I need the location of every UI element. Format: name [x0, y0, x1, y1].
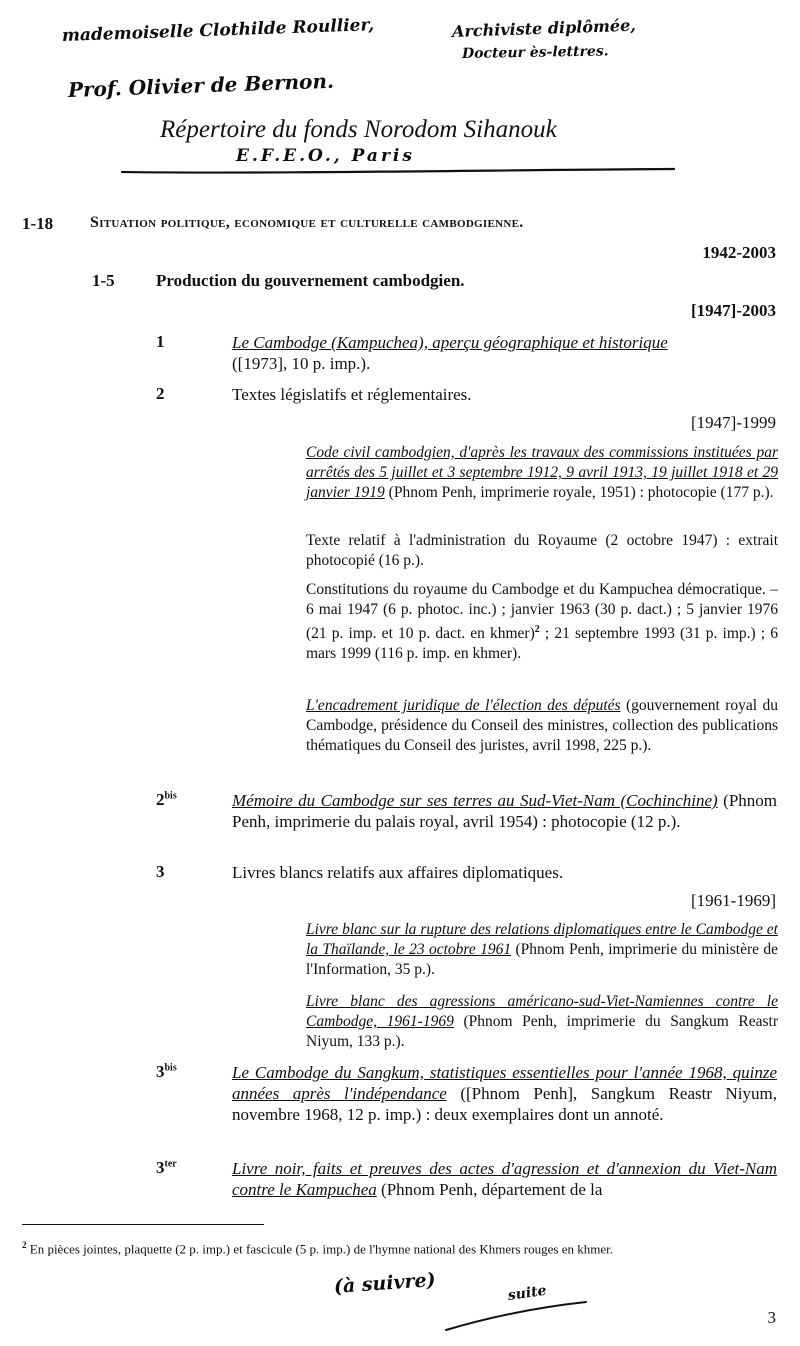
handwritten-professor-text: Prof. Olivier de Bernon.: [67, 68, 335, 102]
entry-2-date-text: [1947]-1999: [691, 413, 776, 432]
entry-2-texte-relatif: [306, 531, 778, 571]
handwritten-doctorate-text: Docteur ès-lettres.: [461, 43, 609, 62]
entry-3ter-number-text: 3: [156, 1158, 165, 1177]
footnote-text: En pièces jointes, plaquette (2 p. imp.) et fascicule (5 p. imp.) de l'hymne national des Khmers rouges en khmer.: [29, 1241, 613, 1257]
handwritten-professor: [68, 69, 335, 102]
entry-3ter: [232, 1158, 777, 1200]
entry-3bis-details: ([Phnom Penh], Sangkum Reastr Niyum, novembre 1968, 12 p. imp.) : deux exemplaires dont un annoté.: [232, 1084, 777, 1124]
section-date-text: 1942-2003: [702, 243, 776, 262]
entry-2-date: [691, 413, 776, 433]
entry-3ter-details: (Phnom Penh, département de la: [376, 1180, 603, 1199]
entry-1-number: [156, 332, 165, 352]
handwritten-continued: [333, 1269, 436, 1298]
subsection-number: [92, 271, 115, 291]
page-title: [160, 116, 640, 144]
subsection-date: [691, 301, 776, 321]
entry-1-number-text: 1: [156, 332, 165, 351]
entry-3-thailande-title: Livre blanc sur la rupture des relations diplomatiques entre le Cambodge et la Thaïlande, le 23 octobre 1961: [306, 921, 778, 958]
entry-2-encadrement-details: (gouvernement royal du Cambodge, présidence du Conseil des ministres, collection des publications thématiques du Conseil des juristes, avril 1998, 225 p.).: [306, 697, 778, 754]
section-title: [90, 214, 524, 232]
subsection-number-text: 1-5: [92, 271, 115, 290]
entry-2-code-civil-details: (Phnom Penh, imprimerie royale, 1951) : photocopie (177 p.).: [384, 484, 774, 501]
entry-2bis-details: (Phnom Penh, imprimerie du palais royal, avril 1954) : photocopie (12 p.).: [232, 791, 777, 831]
entry-2bis-number: [156, 790, 177, 810]
entry-3-number-text: 3: [156, 862, 165, 881]
entry-3-title-text: Livres blancs relatifs aux affaires diplomatiques.: [232, 863, 564, 882]
entry-1-details: ([1973], 10 p. imp.).: [232, 354, 371, 373]
handwritten-continued-text: (à suivre): [333, 1268, 437, 1298]
entry-2-number-text: 2: [156, 384, 165, 403]
footnote-reference: 2: [534, 624, 540, 635]
entry-3bis-number-text: 3: [156, 1062, 165, 1081]
entry-2-texte-relatif-text: Texte relatif à l'administration du Royaume (2 octobre 1947) : extrait photocopié (16 p.).: [306, 532, 778, 569]
handwritten-swoosh: [440, 1290, 590, 1336]
entry-1: [232, 332, 777, 374]
page-number: [768, 1308, 777, 1328]
entry-3ter-title: Livre noir, faits et preuves des actes d'agression et d'annexion du Viet-Nam contre le Kampuchea: [232, 1159, 777, 1199]
entry-3-livre-blanc-agressions: [306, 992, 778, 1052]
entry-3bis-suffix: bis: [164, 1062, 177, 1074]
entry-2-code-civil: [306, 443, 778, 503]
entry-2-constitutions-text: Constitutions du royaume du Cambodge et du Kampuchea démocratique. – 6 mai 1947 (6 p. photoc. inc.) ; janvier 1963 (30 p. dact.) ; 5 janvier 1976 (21 p. imp. et 10 p. dact. en khmer): [306, 581, 778, 643]
handwritten-doctorate: [462, 43, 609, 62]
section-number-text: 1-18: [22, 214, 54, 233]
handwritten-archivist-name: [62, 15, 375, 46]
entry-2-title-text: Textes législatifs et réglementaires.: [232, 385, 472, 404]
entry-3-date-text: [1961-1969]: [691, 891, 776, 910]
entry-2-title: [232, 384, 472, 405]
entry-3bis-number: [156, 1062, 177, 1082]
entry-3bis: [232, 1062, 777, 1125]
entry-3-agressions-details: (Phnom Penh, imprimerie du Sangkum Reastr Niyum, 133 p.).: [306, 1013, 779, 1050]
section-title-text: Situation politique, economique et culturelle cambodgienne.: [90, 214, 524, 231]
entry-2bis-number-text: 2: [156, 790, 165, 809]
handwritten-suite-text: suite: [506, 1282, 548, 1304]
entry-2bis: [232, 790, 777, 832]
entry-3-agressions-title: Livre blanc des agressions américano-sud-Viet-Namiennes contre le Cambodge, 1961-1969: [306, 993, 778, 1030]
entry-2-constitutions: [306, 580, 778, 664]
entry-3bis-title: Le Cambodge du Sangkum, statistiques essentielles pour l'année 1968, quinze années après l'indépendance: [232, 1063, 777, 1103]
footnote-rule: [22, 1224, 264, 1225]
handwritten-name-text: mademoiselle Clothilde Roullier,: [61, 15, 375, 46]
handwritten-title-text: Archiviste diplômée,: [451, 15, 637, 41]
entry-2-number: [156, 384, 165, 404]
page-number-text: 3: [767, 1308, 776, 1327]
footnote-mark: 2: [22, 1240, 27, 1250]
section-date: [702, 243, 776, 263]
entry-3-title: [232, 862, 563, 883]
page-title-text: Répertoire du fonds Norodom Sihanouk: [160, 116, 557, 143]
footnote: [22, 1236, 762, 1258]
entry-3-livre-blanc-thailande: [306, 920, 778, 980]
subsection-title: [156, 271, 465, 291]
entry-3-date: [691, 891, 776, 911]
entry-2bis-suffix: bis: [164, 790, 177, 802]
title-underline: [118, 164, 678, 178]
handwritten-archivist-title: [452, 16, 636, 41]
entry-3ter-suffix: ter: [164, 1158, 177, 1170]
entry-3ter-number: [156, 1158, 177, 1178]
entry-2-code-civil-title: Code civil cambodgien, d'après les travaux des commissions instituées par arrêtés des 5 juillet et 3 septembre 1912, 9 avril 1913, 19 juillet 1918 et 29 janvier 1919: [306, 444, 778, 501]
entry-3-number: [156, 862, 165, 882]
entry-1-title: Le Cambodge (Kampuchea), aperçu géographique et historique: [232, 333, 668, 352]
entry-2-encadrement-title: L'encadrement juridique de l'élection des députés: [306, 697, 621, 714]
entry-2bis-title: Mémoire du Cambodge sur ses terres au Sud-Viet-Nam (Cochinchine): [232, 791, 718, 810]
subsection-title-text: Production du gouvernement cambodgien.: [156, 271, 465, 290]
section-number: [22, 214, 53, 234]
subsection-date-text: [1947]-2003: [691, 301, 776, 320]
entry-3-thailande-details: (Phnom Penh, imprimerie du ministère de l'Information, 35 p.).: [306, 941, 778, 978]
handwritten-institution: [236, 146, 415, 166]
entry-2-constitutions-text-2: ; 21 septembre 1993 (31 p. imp.) ; 6 mars 1999 (116 p. imp. en khmer).: [306, 625, 778, 663]
handwritten-institution-text: E.F.E.O., Paris: [236, 146, 415, 166]
entry-2-encadrement: [306, 696, 778, 756]
